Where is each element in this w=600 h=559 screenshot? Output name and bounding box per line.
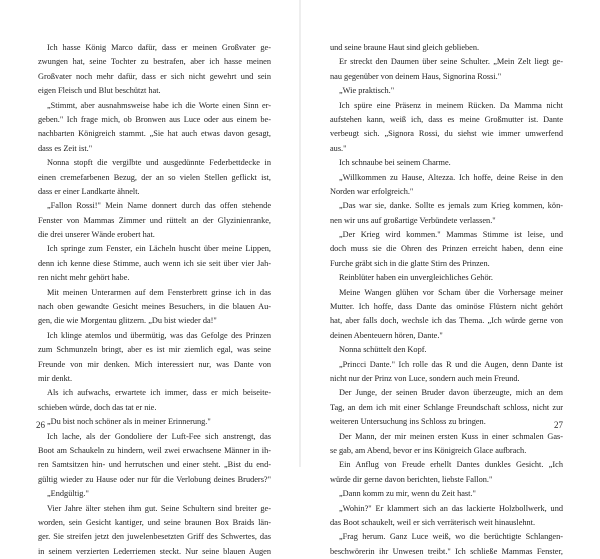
text-line: gen, die wie Morgentau glitzern. „Du bist wieder da!" [38,316,217,326]
text-line: nau gegenüber von deinem Haus, Signorina Rossi." [330,71,502,81]
text-line: Boot am Schaukeln zu hindern, weil zwei erwachsene Männer in ih- [38,445,271,455]
right-page [300,0,600,556]
text-line: zwungen hat, seine Tochter zu bestrafen, aber ich hasse meinen [38,57,271,67]
text-line: verbeugt sich. „Signora Rossi, du siehst wie immer umwerfend [330,129,563,139]
text-line: geben." Ich frage mich, ob Bronwen aus Luce oder aus einem be- [38,114,271,124]
text-line: Mit meinen Unterarmen auf dem Fensterbrett grinse ich in das [47,287,271,297]
text-line: mir denkt. [38,373,73,383]
text-line: und seine braune Haut sind gleich geblieben. [330,43,480,52]
text-line: aufstehen kann, weiß ich, dass es meine Großmutter ist. Dante [330,114,563,124]
text-line: zum Schmunzeln bringt, aber es ist mir ziemlich egal, was seine [38,345,271,355]
text-line: Er streckt den Daumen über seine Schulter. „Mein Zelt liegt ge- [339,57,563,67]
text-line: Als ich aufwachs, erwartete ich immer, dass er mich beiseite- [47,388,271,398]
text-line: Furche gräbt sich in die glatte Stirn des Prinzen. [330,258,490,268]
text-line: Ich hasse König Marco dafür, dass er meinen Großvater ge- [47,43,271,52]
text-line: würde dir gerne davon berichten, liebste Fallon." [330,474,493,484]
text-line: „Wie praktisch." [339,86,395,96]
text-line: worden, sein Gesicht kantiger, und seine braunen Box Braids län- [38,517,271,527]
text-line: denn ich kenne diese Stimme, auch wenn ich sie seit über vier Jah- [38,258,271,268]
text-line: gültig wieder zu Hause oder nur für die Verlobung deines Bruders?" [38,474,271,484]
text-line: Meine Wangen glühen vor Scham über die Vorhersage meiner [339,287,563,297]
text-line: die drei unserer Wände erobert hat. [38,230,155,240]
left-page [0,0,300,556]
text-line: „Du bist noch schöner als in meiner Erinnerung." [47,417,211,427]
text-line: Ich klinge atemlos und übermütig, was das Gefolge des Prinzen [47,330,271,340]
text-line: Großvater noch mehr dafür, dass er sich nicht gewehrt und sein [38,71,271,81]
text-line: nach oben gewandte Gesicht meines Besuchers, in die blauen Au- [38,302,271,312]
text-line: Mutter. Ich hoffe, dass Dante das ominöse Flüstern nicht gehört [330,302,563,312]
text-line: Vier Jahre älter stehen ihm gut. Seine Schultern sind breiter ge- [47,503,271,513]
text-line: „Wohin?" Er klammert sich an das lackierte Holzbollwerk, und [339,503,563,513]
text-line: doch muss sie die Ohren des Prinzen erreicht haben, denn eine [330,244,563,254]
text-line: nicht nur der Prinz von Luce, sondern auch mein Freund. [330,373,520,383]
text-line: ren nicht mehr gehört habe. [38,273,130,283]
right-page-number: 27 [554,420,563,430]
text-line: Ein Anflug von Freude erhellt Dantes dunkles Gesicht. „Ich [339,460,563,470]
text-line: Ich schnaube bei seinem Charme. [339,158,451,168]
text-line: Norden war erfolgreich." [330,186,414,196]
text-line: in seinem verzierten Lederriemen steckt. Nur seine blauen Augen [38,546,271,556]
text-line: ren Samtsitzen hin- und herrutschen und einer steht. „Bist du end- [38,460,271,470]
text-line: ger. Sie streifen jetzt den juwelenbesetzten Griff des Schwertes, das [38,532,271,542]
text-line: se gab, am Abend, bevor er ins Königreich Glace aufbrach. [330,445,527,455]
text-line: aus." [330,143,347,153]
text-line: nachbarten Königreich stammt. „Sie hat auch etwas davon gesagt, [38,129,271,139]
text-line: Fenster von Mammas Zimmer und rüttelt an der Glyzinienranke, [38,215,271,225]
text-line: einen cremefarbenen Bezug, der an so vielen Stellen geflickt ist, [38,172,271,182]
text-line: Freunde von mir denken. Mich interessiert nur, was Dante von [38,359,271,369]
text-line: Reinblüter haben ein unvergleichliches Gehör. [339,273,493,283]
text-line: „Frag herum. Ganz Luce weiß, wo die berüchtigte Schlangen- [339,532,563,542]
text-line: Ich spüre eine Präsenz in meinem Rücken. Da Mamma nicht [339,100,563,110]
text-line: hat, aber falls doch, wechsle ich das Thema. „Ich würde gerne von [330,316,563,326]
text-line: Nonna stopft die vergilbte und ausgedünnte Federbettdecke in [47,158,271,168]
text-line: Tag, an dem ich mit einer Schlange Freundschaft schloss, nicht zur [330,402,563,412]
text-line: eigen Fleisch und Blut beschützt hat. [38,86,161,96]
text-line: „Princci Dante." Ich rolle das R und die Augen, denn Dante ist [339,359,563,369]
text-line: weiteren Untersuchung ins Schloss zu bringen. [330,417,486,427]
text-line: dass er einer Landkarte ähnelt. [38,186,140,196]
text-line: schieben würde, doch das tat er nie. [38,402,157,412]
text-line: Der Junge, der seinen Bruder davon überzeugte, mich an dem [339,388,563,398]
text-line: Der Mann, der mir meinen ersten Kuss in einer schmalen Gas- [339,431,563,441]
text-line: „Der Krieg wird kommen." Mammas Stimme ist leise, und [339,230,563,240]
text-line: „Fallon Rossi!" Mein Name donnert durch das offen stehende [47,201,271,211]
text-line: das Boot schaukelt, weil er sich verräterisch weit hinauslehnt. [330,517,536,527]
text-line: Ich lache, als der Gondoliere der Luft-Fee sich anstrengt, das [47,431,271,441]
text-line: Ich springe zum Fenster, ein Lächeln huscht über meine Lippen, [47,244,271,254]
text-line: „Endgültig." [47,489,89,499]
text-line: dass es Zeit ist." [38,143,93,153]
left-page-number: 26 [36,420,45,430]
text-line: Nonna schüttelt den Kopf. [339,345,427,355]
text-line: „Willkommen zu Hause, Altezza. Ich hoffe, deine Reise in den [339,172,563,182]
text-line: „Dann komm zu mir, wenn du Zeit hast." [339,489,476,499]
text-line: deinen Abenteuern hören, Dante." [330,330,443,340]
text-line: nen wir uns auf großartige Verbündete verlassen." [330,215,496,225]
text-line: „Stimmt, aber ausnahmsweise habe ich die Worte einen Sinn er- [47,100,271,110]
text-line: beschwörerin ihr Unwesen treibt." Ich schließe Mammas Fenster, [330,546,563,556]
text-line: „Das war sie, danke. Sollte es jemals zum Krieg kommen, kön- [339,201,563,211]
